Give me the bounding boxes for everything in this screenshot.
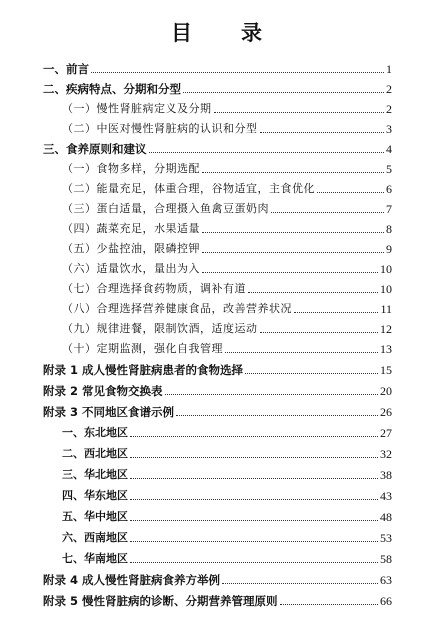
toc-entry-label: （二）能量充足，体重合理，谷物适宜，主食优化 (62, 182, 315, 195)
toc-entry-page: 3 (386, 122, 392, 136)
toc-entry-disease-features[interactable] (43, 80, 392, 96)
toc-entry-appendix-2[interactable] (43, 382, 392, 398)
dot-leader (130, 541, 378, 542)
toc-entry-principle-10[interactable] (62, 340, 392, 356)
dot-leader (130, 499, 378, 500)
toc-entry-label: 附录 2 常见食物交换表 (43, 384, 163, 398)
toc-entry-label: （一）食物多样，分期选配 (62, 162, 200, 175)
dot-leader (176, 415, 378, 416)
toc-entry-page: 20 (380, 384, 392, 398)
toc-entry-appendix-4[interactable] (43, 571, 392, 587)
toc-entry-principle-4[interactable] (62, 220, 392, 236)
toc-entry-label: （一）慢性肾脏病定义及分期 (62, 102, 212, 115)
toc-entry-page: 38 (380, 468, 392, 482)
toc-entry-page: 4 (386, 142, 392, 156)
toc-entry-label: 一、东北地区 (62, 426, 128, 439)
toc-entry-page: 2 (386, 82, 392, 96)
toc-entry-label: 附录 4 成人慢性肾脏病食养方举例 (43, 573, 221, 587)
toc-entry-page: 12 (380, 322, 392, 336)
toc-entry-page: 63 (380, 573, 392, 587)
dot-leader (130, 562, 378, 563)
dot-leader (91, 72, 384, 73)
dot-leader (165, 394, 378, 395)
toc-entry-page: 1 (386, 62, 392, 76)
toc-entry-label: 三、食养原则和建议 (43, 142, 147, 156)
toc-entry-page: 2 (386, 102, 392, 116)
toc-entry-page: 7 (386, 202, 392, 216)
toc-entry-principle-1[interactable] (62, 160, 392, 176)
dot-leader (294, 312, 378, 313)
toc-entry-page: 10 (380, 282, 392, 296)
toc-entry-page: 27 (380, 426, 392, 440)
dot-leader (130, 457, 378, 458)
toc-entry-label: 六、西南地区 (62, 531, 128, 544)
toc-entry-preface[interactable] (43, 60, 392, 76)
toc-entry-appendix-5[interactable] (43, 592, 392, 608)
toc-entry-region-northwest[interactable] (62, 445, 392, 461)
dot-leader (130, 478, 378, 479)
toc-entry-region-east[interactable] (62, 487, 392, 503)
dot-leader (183, 92, 384, 93)
toc-entry-principle-7[interactable] (62, 280, 392, 296)
dot-leader (222, 583, 378, 584)
dot-leader (202, 232, 384, 233)
toc-entry-region-central[interactable] (62, 508, 392, 524)
dot-leader (271, 212, 384, 213)
toc-entry-page: 66 (380, 594, 392, 608)
dot-leader (260, 332, 379, 333)
toc-entry-label: （五）少盐控油，限磷控钾 (62, 242, 200, 255)
toc-entry-region-north[interactable] (62, 466, 392, 482)
toc-entry-label: （三）蛋白适量，合理摄入鱼禽豆蛋奶肉 (62, 202, 269, 215)
toc-entry-label: （二）中医对慢性肾脏病的认识和分型 (62, 122, 258, 135)
toc-entry-page: 5 (386, 162, 392, 176)
toc-entry-label: 附录 3 不同地区食谱示例 (43, 405, 175, 419)
toc-entry-label: 七、华南地区 (62, 552, 128, 565)
toc-entry-principle-6[interactable] (62, 260, 392, 276)
toc-entry-principle-9[interactable] (62, 320, 392, 336)
toc-entry-principle-2[interactable] (62, 180, 392, 196)
toc-title: 目 录 (171, 21, 276, 45)
toc-entry-appendix-3[interactable] (43, 403, 392, 419)
toc-entry-principle-3[interactable] (62, 200, 392, 216)
toc-entry-page: 32 (380, 447, 392, 461)
toc-entry-page: 26 (380, 405, 392, 419)
toc-entry-label: （七）合理选择食药物质，调补有道 (62, 282, 246, 295)
toc-entry-page: 53 (380, 531, 392, 545)
toc-entry-label: 附录 5 慢性肾脏病的诊断、分期营养管理原则 (43, 594, 278, 608)
toc-entry-page: 43 (380, 489, 392, 503)
toc-entry-page: 58 (380, 552, 392, 566)
dot-leader (280, 604, 378, 605)
toc-entry-page: 9 (386, 242, 392, 256)
dot-leader (202, 272, 378, 273)
toc-entry-label: （九）规律进餐，限制饮酒，适度运动 (62, 322, 258, 335)
toc-entry-principle-5[interactable] (62, 240, 392, 256)
toc-entry-label: 五、华中地区 (62, 510, 128, 523)
toc-entry-label: （十）定期监测，强化自我管理 (62, 342, 223, 355)
dot-leader (202, 252, 384, 253)
toc-entry-label: 附录 1 成人慢性肾脏病患者的食物选择 (43, 363, 244, 377)
dot-leader (130, 520, 378, 521)
dot-leader (202, 172, 384, 173)
toc-entry-tcm-understanding[interactable] (62, 120, 392, 136)
toc-entry-region-southwest[interactable] (62, 529, 392, 545)
toc-entry-label: （八）合理选择营养健康食品，改善营养状况 (62, 302, 292, 315)
toc-entry-page: 15 (380, 363, 392, 377)
toc-entry-label: 三、华北地区 (62, 468, 128, 481)
dot-leader (225, 352, 378, 353)
toc-entry-page: 48 (380, 510, 392, 524)
dot-leader (130, 436, 378, 437)
toc-entry-page: 6 (386, 182, 392, 196)
toc-entry-label: 一、前言 (43, 62, 89, 76)
toc-entry-region-south[interactable] (62, 550, 392, 566)
dot-leader (245, 373, 378, 374)
dot-leader (214, 112, 385, 113)
toc-entry-appendix-1[interactable] (43, 361, 392, 377)
toc-entry-principle-8[interactable] (62, 300, 392, 316)
toc-entry-diet-principles[interactable] (43, 140, 392, 156)
dot-leader (248, 292, 378, 293)
toc-entry-page: 13 (380, 342, 392, 356)
toc-entry-region-northeast[interactable] (62, 424, 392, 440)
toc-entry-label: 四、华东地区 (62, 489, 128, 502)
toc-entry-page: 11 (380, 302, 392, 316)
toc-entry-label: （四）蔬菜充足，水果适量 (62, 222, 200, 235)
toc-entry-page: 10 (380, 262, 392, 276)
dot-leader (149, 152, 385, 153)
toc-entry-label: 二、疾病特点、分期和分型 (43, 82, 181, 96)
toc-entry-label: （六）适量饮水，量出为入 (62, 262, 200, 275)
dot-leader (317, 192, 384, 193)
toc-entry-label: 二、西北地区 (62, 447, 128, 460)
toc-entry-ckd-definition[interactable] (62, 100, 392, 116)
toc-entry-page: 8 (386, 222, 392, 236)
dot-leader (260, 132, 385, 133)
